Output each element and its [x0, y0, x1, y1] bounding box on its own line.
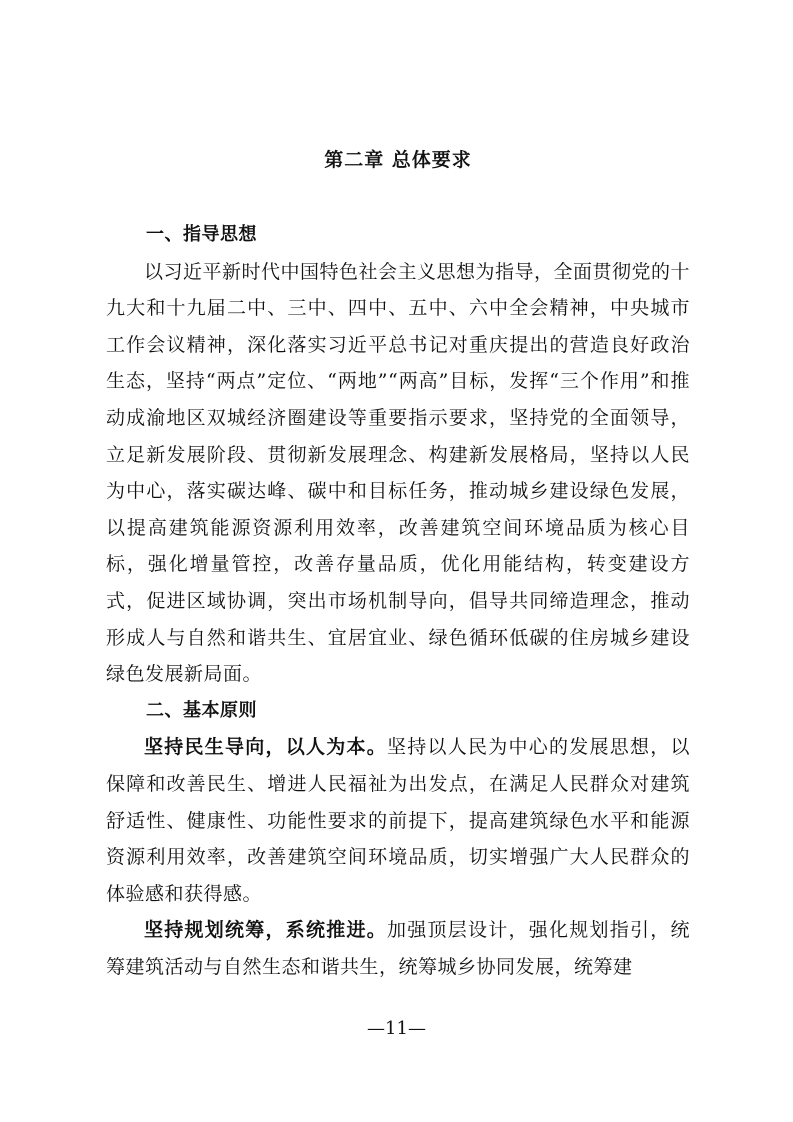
principle-1-lead: 坚持民生导向，以人为本。: [144, 736, 387, 759]
body-text: [106, 217, 690, 985]
guiding-thought-paragraph: 以习近平新时代中国特色社会主义思想为指导，全面贯彻党的十九大和十九届二中、三中、四中、五中、六中全会精神，中央城市工作会议精神，深化落实习近平总书记对重庆提出的营造良好政治生态，坚持“两点”定位、“两地”“两高”目标，发挥“三个作用”和推动成渝地区双城经济圈建设等重要指示要求，坚持党的全面领导，立足新发展阶段、贯彻新发展理念、构建新发展格局，坚持以人民为中心，落实碳达峰、碳中和目标任务，推动城乡建设绿色发展，以提高建筑能源资源利用效率，改善建筑空间环境品质为核心目标，强化增量管控，改善存量品质，优化用能结构，转变建设方式，促进区域协调，突出市场机制导向，倡导共同缔造理念，推动形成人与自然和谐共生、宜居宜业、绿色循环低碳的住房城乡建设绿色发展新局面。: [106, 260, 691, 686]
principle-2-text: 加强顶层设计，强化规划指引，统筹建筑活动与自然生态和谐共生，统筹城乡协同发展，统筹建: [106, 919, 690, 978]
principle-paragraph-2: [106, 912, 690, 985]
principle-paragraph-1: [106, 729, 690, 912]
section-heading-basic-principles: 二、基本原则: [146, 699, 257, 721]
section-heading-guiding-thought: 一、指导思想: [146, 224, 257, 245]
chapter-title: 第二章 总体要求: [324, 149, 472, 171]
principle-2-lead: 坚持规划统筹，系统推进。: [144, 919, 387, 942]
page-number: —11—: [367, 1018, 426, 1039]
principle-1-text: 坚持以人民为中心的发展思想，以保障和改善民生、增进人民福祉为出发点，在满足人民群众对建筑舒适性、健康性、功能性要求的前提下，提高建筑绿色水平和能源资源利用效率，改善建筑空间环境品质，切实增强广大人民群众的体验感和获得感。: [106, 736, 690, 905]
